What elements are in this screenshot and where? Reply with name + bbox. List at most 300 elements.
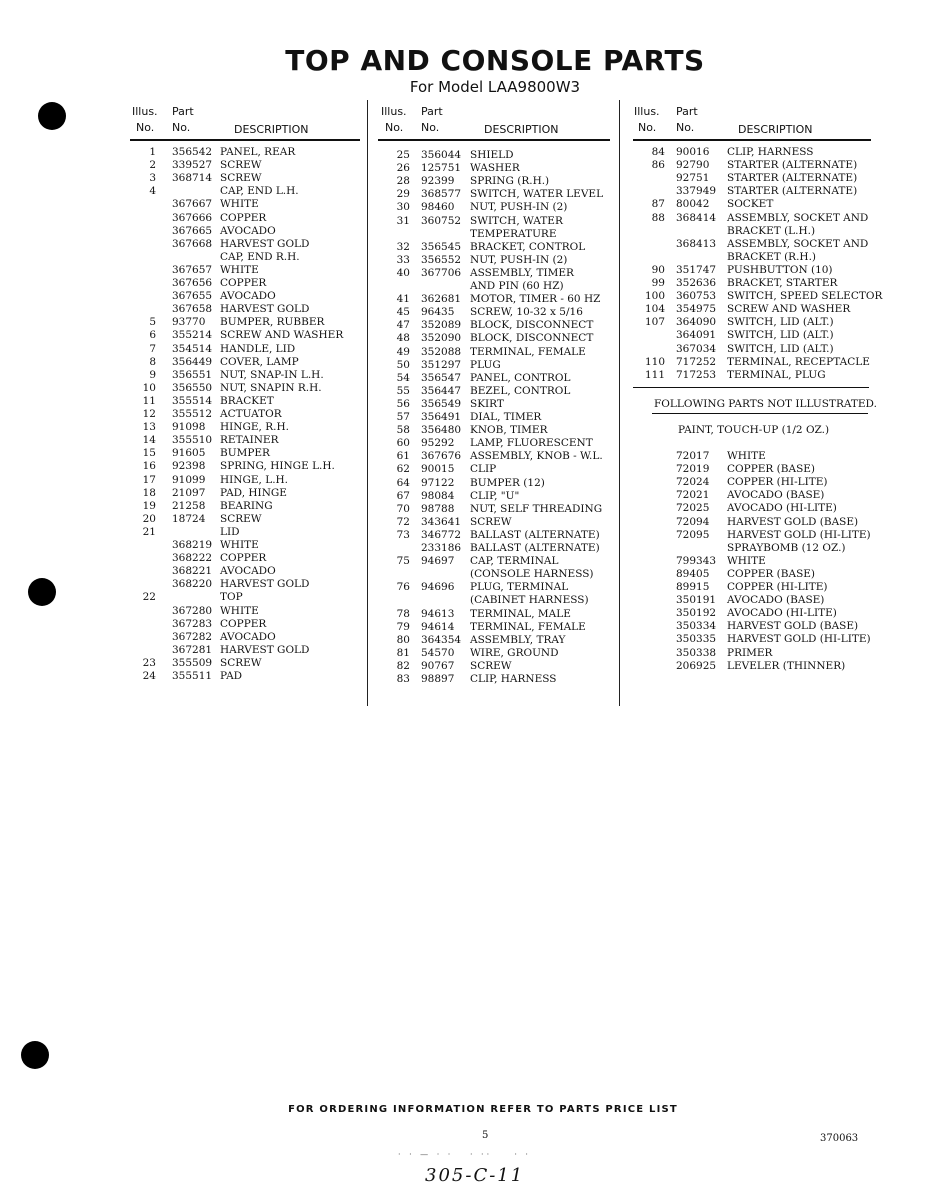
illus-number: 88 — [651, 211, 665, 224]
part-description: KNOB, TIMER — [470, 424, 548, 437]
illus-number: 57 — [396, 411, 410, 423]
part-description: WHITE — [220, 604, 259, 617]
part-number: 95292 — [421, 437, 455, 450]
part-description: PLUG — [470, 358, 501, 371]
part-number: 18724 — [172, 512, 206, 525]
part-number: 368714 — [172, 172, 213, 185]
part-description: DIAL, TIMER — [470, 411, 542, 423]
part-description: PANEL, REAR — [220, 146, 296, 158]
part-number: 72094 — [676, 515, 710, 528]
part-description: SWITCH, LID (ALT.) — [727, 342, 834, 355]
part-number: 360753 — [676, 290, 717, 303]
part-number: 367676 — [421, 450, 462, 463]
illus-number: 13 — [142, 421, 156, 434]
part-description: BALLAST (ALTERNATE) — [470, 542, 600, 554]
part-description: HARVEST GOLD — [220, 578, 310, 591]
parts-row — [0, 303, 948, 316]
part-description: STARTER (ALTERNATE) — [727, 172, 858, 185]
part-number: 346772 — [421, 528, 462, 541]
part-description: HARVEST GOLD — [220, 237, 310, 250]
illus-number: 83 — [396, 673, 410, 685]
part-number: 352088 — [421, 345, 462, 358]
part-description: MOTOR, TIMER - 60 HZ — [470, 293, 601, 306]
illus-number: 70 — [396, 502, 410, 515]
touchup-row — [0, 450, 948, 463]
part-number: 367280 — [172, 604, 213, 617]
illus-number: 23 — [142, 656, 156, 669]
illus-number: 41 — [396, 293, 410, 306]
illus-number: 19 — [142, 499, 156, 512]
part-number: 367657 — [172, 263, 213, 276]
touchup-row — [0, 604, 948, 620]
parts-row — [0, 172, 948, 185]
part-description: CAP, END L.H. — [220, 185, 299, 198]
part-number: 368219 — [172, 539, 213, 551]
part-description: LAMP, FLUORESCENT — [470, 437, 593, 450]
part-number: 98788 — [421, 502, 455, 515]
part-description: STARTER (ALTERNATE) — [727, 185, 858, 198]
not-illustrated-heading: FOLLOWING PARTS NOT ILLUSTRATED. — [654, 398, 877, 410]
part-number: 367665 — [172, 224, 213, 237]
part-number: 368577 — [421, 188, 462, 201]
illus-number: 33 — [396, 253, 410, 266]
part-number: 343641 — [421, 515, 462, 528]
part-number: 337949 — [676, 185, 717, 198]
part-description: SPRING, HINGE L.H. — [220, 460, 335, 473]
illus-number: 6 — [149, 329, 156, 342]
illus-number: 11 — [142, 394, 156, 407]
part-number: 72024 — [676, 476, 710, 489]
illus-number: 79 — [396, 620, 410, 633]
part-description: RETAINER — [220, 434, 279, 447]
part-number: 90016 — [676, 146, 710, 158]
part-description: SWITCH, LID (ALT.) — [727, 316, 834, 329]
part-number: 364354 — [421, 633, 462, 646]
part-description: SWITCH, WATER — [470, 214, 563, 227]
part-number: 94696 — [421, 581, 455, 594]
part-description: BRACKET, CONTROL — [470, 240, 586, 253]
illus-number: 86 — [651, 159, 665, 172]
part-description: BUMPER, RUBBER — [220, 316, 325, 329]
part-description: SKIRT — [470, 397, 504, 410]
part-description: WIRE, GROUND — [470, 646, 559, 659]
col2-header-illus: Illus. No. — [381, 105, 407, 134]
parts-row — [0, 356, 948, 369]
part-description: AVOCADO — [220, 290, 276, 303]
part-description: NUT, SELF THREADING — [470, 502, 603, 515]
touchup-row — [0, 647, 948, 660]
illus-number: 4 — [149, 185, 156, 198]
page-title: TOP AND CONSOLE PARTS — [285, 44, 705, 77]
part-description: AND PIN (60 HZ) — [470, 280, 564, 292]
part-number: 717252 — [676, 355, 717, 368]
part-number: 90767 — [421, 659, 455, 672]
part-number: 799343 — [676, 554, 717, 567]
col3-header-part: Part No. — [676, 105, 698, 134]
col1-header-rule — [130, 139, 360, 141]
illus-number: 48 — [396, 332, 410, 345]
part-number: 97122 — [421, 476, 455, 489]
part-number: 356480 — [421, 424, 462, 437]
illus-number: 54 — [396, 371, 410, 384]
part-description: TERMINAL, FEMALE — [470, 345, 586, 358]
illus-number: 90 — [651, 263, 665, 276]
illus-number: 104 — [644, 303, 665, 316]
part-number: 362681 — [421, 293, 462, 306]
illus-number: 1 — [149, 146, 156, 158]
part-description: BRACKET, STARTER — [727, 277, 838, 289]
part-description: ASSEMBLY, SOCKET AND — [727, 211, 869, 224]
illus-number: 15 — [142, 447, 156, 460]
part-description: CLIP, "U" — [470, 489, 520, 502]
part-description: CAP, TERMINAL — [470, 555, 559, 568]
part-number: 364091 — [676, 329, 717, 342]
part-number: 350191 — [676, 594, 717, 607]
part-number: 92398 — [172, 460, 206, 473]
part-number: 367283 — [172, 617, 213, 630]
part-description: NUT, SNAPIN R.H. — [220, 381, 322, 394]
illus-number: 31 — [396, 214, 410, 227]
part-description: SHIELD — [470, 149, 514, 161]
illus-number: 30 — [396, 201, 410, 214]
parts-row — [0, 316, 948, 329]
part-number: 94614 — [421, 620, 455, 633]
part-number: 21097 — [172, 486, 206, 499]
part-description: BLOCK, DISCONNECT — [470, 319, 594, 332]
part-number: 356449 — [172, 355, 213, 368]
part-description: HARVEST GOLD (HI-LITE) — [727, 633, 871, 646]
part-description: BRACKET — [220, 394, 274, 407]
illus-number: 49 — [396, 345, 410, 358]
handwritten-note: 305-C-11 — [425, 1165, 525, 1186]
part-description: TERMINAL, MALE — [470, 607, 571, 620]
illus-number: 81 — [396, 646, 410, 659]
part-description: NUT, PUSH-IN (2) — [470, 201, 568, 214]
part-number: 72095 — [676, 528, 710, 541]
part-description: SWITCH, WATER LEVEL — [470, 188, 604, 201]
part-number: 367655 — [172, 290, 213, 303]
touchup-row — [0, 594, 948, 607]
part-number: 72021 — [676, 489, 710, 502]
part-description: AVOCADO (BASE) — [727, 489, 825, 502]
part-number: 350335 — [676, 633, 717, 646]
illus-number: 84 — [651, 146, 665, 158]
part-number: 356547 — [421, 371, 462, 384]
illus-number: 8 — [149, 355, 156, 368]
illus-number: 25 — [396, 149, 410, 161]
illus-number: 58 — [396, 424, 410, 437]
col2-header-desc: DESCRIPTION — [484, 123, 559, 136]
part-number: 351747 — [676, 263, 717, 276]
part-number: 356044 — [421, 149, 462, 161]
part-number: 368221 — [172, 565, 213, 578]
part-description: NUT, SNAP-IN L.H. — [220, 368, 324, 381]
punch-hole-bottom — [21, 1041, 49, 1069]
illus-number: 76 — [396, 581, 410, 594]
col2-header-part: Part No. — [421, 105, 443, 134]
part-number: 368413 — [676, 237, 717, 250]
illus-number: 67 — [396, 489, 410, 502]
part-number: 354975 — [676, 303, 717, 316]
part-description: ASSEMBLY, TRAY — [470, 633, 566, 646]
illus-number: 64 — [396, 476, 410, 489]
part-number: 356545 — [421, 240, 462, 253]
part-number: 91605 — [172, 447, 206, 460]
part-number: 94697 — [421, 555, 455, 568]
part-description: PRIMER — [727, 646, 773, 659]
part-description: BEARING — [220, 499, 273, 512]
illus-number: 16 — [142, 460, 156, 473]
part-description: PLUG, TERMINAL — [470, 581, 569, 594]
part-description: WHITE — [220, 539, 259, 551]
part-number: 356542 — [172, 146, 213, 158]
part-description: LEVELER (THINNER) — [727, 659, 846, 672]
part-number: 368222 — [172, 552, 213, 565]
illus-number: 29 — [396, 188, 410, 201]
touchup-row — [0, 630, 948, 646]
illus-number: 28 — [396, 175, 410, 188]
illus-number: 18 — [142, 486, 156, 499]
scan-specks: · · — · · · ·· · · — [398, 1150, 531, 1159]
part-description: HARVEST GOLD — [220, 643, 310, 656]
part-description: TEMPERATURE — [470, 227, 557, 240]
col3-header-desc: DESCRIPTION — [738, 123, 813, 136]
part-description: PAD — [220, 670, 243, 682]
touchup-row — [0, 617, 948, 633]
part-description: PUSHBUTTON (10) — [727, 263, 833, 276]
not-illustrated-rule-bottom — [652, 413, 868, 414]
part-description: AVOCADO (BASE) — [727, 594, 825, 607]
part-description: SCREW — [220, 159, 262, 172]
part-number: 356551 — [172, 368, 213, 381]
part-description: COPPER (HI-LITE) — [727, 476, 828, 489]
parts-row — [0, 369, 948, 382]
part-description: SCREW — [470, 659, 512, 672]
part-number: 355509 — [172, 656, 213, 669]
punch-hole-top — [38, 102, 66, 130]
part-number: 72019 — [676, 463, 710, 476]
part-description: COPPER — [220, 277, 267, 289]
part-number: 125751 — [421, 162, 462, 175]
col1-header-part: Part No. — [172, 105, 194, 134]
parts-row — [0, 212, 948, 225]
part-description: AVOCADO — [220, 565, 276, 578]
illus-number: 107 — [644, 316, 665, 329]
part-description: COPPER — [220, 552, 267, 565]
part-number: 367667 — [172, 198, 213, 211]
part-description: TERMINAL, RECEPTACLE — [727, 355, 870, 368]
part-number: 356552 — [421, 253, 462, 266]
parts-row — [0, 290, 948, 303]
touchup-row — [0, 463, 948, 476]
illus-number: 100 — [644, 290, 665, 303]
part-number: 206925 — [676, 659, 717, 672]
col2-header-rule — [378, 139, 610, 141]
touchup-row — [0, 516, 948, 529]
illus-number: 56 — [396, 397, 410, 410]
part-number: 356549 — [421, 397, 462, 410]
part-description: COPPER — [220, 617, 267, 630]
touchup-heading: PAINT, TOUCH-UP (1/2 OZ.) — [678, 424, 830, 436]
col3-header-rule — [633, 139, 871, 141]
illus-number: 32 — [396, 240, 410, 253]
illus-number: 72 — [396, 515, 410, 528]
page-subtitle: For Model LAA9800W3 — [409, 78, 581, 96]
part-description: BUMPER (12) — [470, 476, 545, 489]
parts-row — [0, 225, 948, 238]
parts-row — [0, 343, 948, 356]
illus-number: 55 — [396, 384, 410, 397]
parts-row — [0, 673, 948, 686]
illus-number: 40 — [396, 266, 410, 279]
part-description: COPPER (BASE) — [727, 463, 816, 476]
part-description: STARTER (ALTERNATE) — [727, 159, 858, 172]
part-number: 92751 — [676, 172, 710, 185]
part-description: CLIP, HARNESS — [470, 673, 557, 685]
part-description: AVOCADO — [220, 224, 276, 237]
part-number: 368414 — [676, 211, 717, 224]
part-description: SCREW AND WASHER — [220, 329, 344, 342]
part-number: 89915 — [676, 581, 710, 593]
part-description: SCREW — [220, 512, 262, 525]
part-number: 54570 — [421, 646, 455, 659]
part-description: HARVEST GOLD (HI-LITE) — [727, 528, 871, 541]
part-number: 98084 — [421, 489, 455, 502]
illus-number: 3 — [149, 172, 156, 185]
illus-number: 50 — [396, 358, 410, 371]
parts-row — [0, 251, 948, 264]
col3-header-illus: Illus. No. — [634, 105, 660, 134]
part-number: 364090 — [676, 316, 717, 329]
part-number: 356447 — [421, 384, 462, 397]
touchup-row — [0, 568, 948, 581]
illus-number: 2 — [149, 159, 156, 172]
part-description: PANEL, CONTROL — [470, 371, 571, 384]
parts-row — [0, 329, 948, 342]
part-number: 356550 — [172, 381, 213, 394]
part-description: HARVEST GOLD (BASE) — [727, 515, 859, 528]
part-description: SOCKET — [727, 198, 774, 211]
illus-number: 99 — [651, 277, 665, 289]
part-number: 90015 — [421, 463, 455, 476]
parts-row — [0, 437, 948, 450]
part-number: 356491 — [421, 411, 462, 423]
illus-number: 111 — [644, 368, 665, 381]
part-description: HINGE, L.H. — [220, 473, 289, 486]
illus-number: 26 — [396, 162, 410, 175]
illus-number: 60 — [396, 437, 410, 450]
part-description: ACTUATOR — [220, 408, 282, 420]
touchup-row — [0, 529, 948, 542]
part-number: 367034 — [676, 342, 717, 355]
illus-number: 7 — [149, 342, 156, 355]
part-description: TOP — [220, 591, 243, 604]
part-description: HANDLE, LID — [220, 342, 296, 355]
illus-number: 5 — [149, 316, 156, 329]
part-description: WHITE — [727, 554, 766, 567]
part-number: 80042 — [676, 198, 710, 211]
part-description: SCREW — [470, 515, 512, 528]
part-description: SCREW, 10-32 x 5/16 — [470, 306, 583, 319]
part-number: 351297 — [421, 358, 462, 371]
parts-row — [0, 264, 948, 277]
part-description: WHITE — [727, 450, 766, 462]
part-number: 367281 — [172, 643, 213, 656]
part-description: PAD, HINGE — [220, 486, 287, 499]
part-number: 339527 — [172, 159, 213, 172]
part-description: BUMPER — [220, 447, 270, 460]
part-number: 717253 — [676, 368, 717, 381]
part-description: SCREW AND WASHER — [727, 303, 851, 316]
illus-number: 61 — [396, 450, 410, 463]
part-number: 367668 — [172, 237, 213, 250]
part-description: (CABINET HARNESS) — [470, 594, 589, 607]
part-description: COPPER (HI-LITE) — [727, 581, 828, 593]
part-number: 350338 — [676, 646, 717, 659]
illus-number: 87 — [651, 198, 665, 211]
illus-number: 80 — [396, 633, 410, 646]
part-description: COPPER (BASE) — [727, 567, 816, 580]
part-description: WHITE — [220, 198, 259, 211]
page-number: 5 — [482, 1130, 489, 1141]
illus-number: 73 — [396, 528, 410, 541]
part-number: 367658 — [172, 303, 213, 316]
part-number: 92790 — [676, 159, 710, 172]
part-description: HARVEST GOLD (BASE) — [727, 620, 859, 633]
part-number: 368220 — [172, 578, 213, 591]
illus-number: 47 — [396, 319, 410, 332]
part-description: LID — [220, 525, 240, 538]
part-description: AVOCADO — [220, 630, 276, 643]
part-description: BLOCK, DISCONNECT — [470, 332, 594, 345]
parts-row — [0, 277, 948, 290]
part-number: 89405 — [676, 567, 710, 580]
part-description: ASSEMBLY, TIMER — [470, 266, 574, 279]
part-description: BEZEL, CONTROL — [470, 384, 571, 397]
part-number: 355511 — [172, 670, 213, 682]
part-description: CLIP — [470, 463, 497, 476]
illus-number: 12 — [142, 408, 156, 420]
touchup-row — [0, 486, 948, 502]
part-description: COVER, LAMP — [220, 355, 299, 368]
part-description: SPRAYBOMB (12 OZ.) — [727, 541, 846, 554]
part-description: HINGE, R.H. — [220, 421, 289, 434]
part-description: WASHER — [470, 162, 520, 175]
part-number: 98460 — [421, 201, 455, 214]
part-number: 367282 — [172, 630, 213, 643]
part-number: 350334 — [676, 620, 717, 633]
part-description: CLIP, HARNESS — [727, 146, 814, 158]
touchup-row — [0, 473, 948, 489]
part-number: 352636 — [676, 277, 717, 289]
part-number: 92399 — [421, 175, 455, 188]
illus-number: 10 — [142, 381, 156, 394]
part-number: 367666 — [172, 211, 213, 224]
part-description: NUT, PUSH-IN (2) — [470, 253, 568, 266]
part-number: 360752 — [421, 214, 462, 227]
part-number: 94613 — [421, 607, 455, 620]
ordering-footer: FOR ORDERING INFORMATION REFER TO PARTS PRICE LIST — [288, 1104, 678, 1115]
part-number: 21258 — [172, 499, 206, 512]
part-description: SWITCH, LID (ALT.) — [727, 329, 834, 342]
part-number: 355514 — [172, 394, 213, 407]
parts-row — [0, 146, 948, 159]
parts-row — [0, 185, 948, 198]
illus-number: 45 — [396, 306, 410, 319]
part-description: SWITCH, SPEED SELECTOR — [727, 290, 883, 303]
touchup-row — [0, 499, 948, 515]
part-description: AVOCADO (HI-LITE) — [727, 607, 837, 620]
